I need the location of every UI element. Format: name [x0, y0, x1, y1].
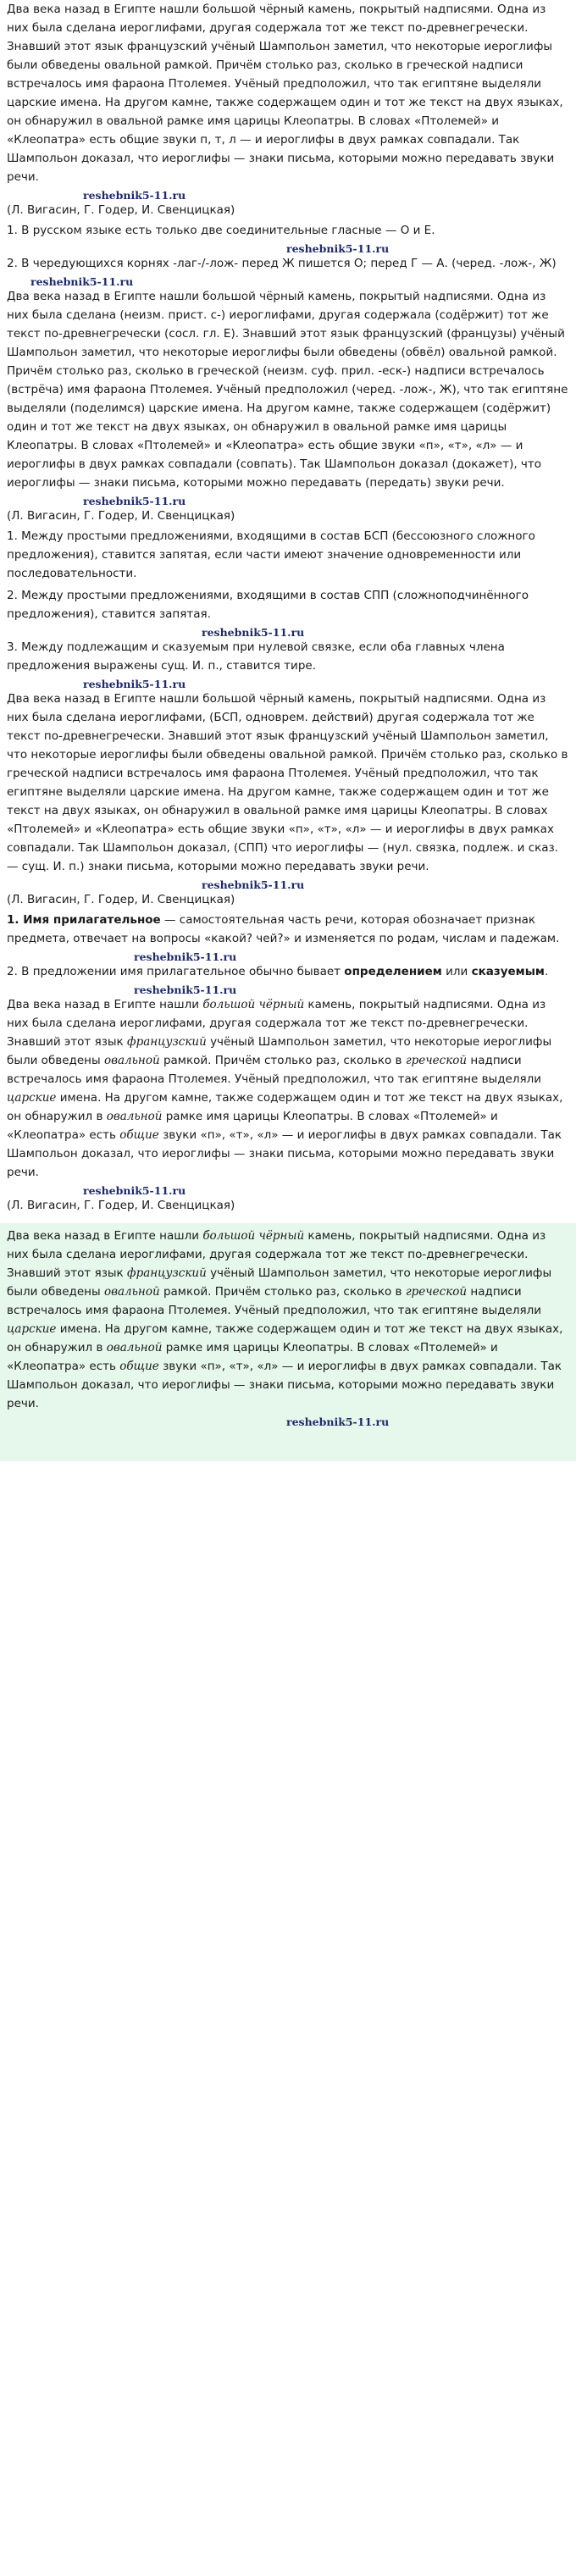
text-run: Два века назад в Египте нашли — [7, 998, 203, 1011]
passage-original: Два века назад в Египте нашли большой чёрный камень, покрытый надписями. Одна из них была сделана иероглифами, другая содержала тот же текст по-древнегречески. Знавший этот язык французский учёный Шампольон заметил, что некоторые иероглифы были обведены овальной рамкой. Причём столько раз, сколько в греческой надписи встречалось имя фараона Птолемея. Учёный предположил, что так египтяне выделяли царские имена. На другом камне, также содержащем один и тот же текст на двух языках, он обнаружил в овальной рамке имя царицы Клеопатры. В словах «Птолемей» и «Клеопатра» есть общие звуки п, т, л — и иероглифы в двух рамках совпадали. Так Шампольон доказал, что иероглифы — знаки письма, которыми можно передавать звуки речи. — [7, 3, 563, 184]
passage-orthography: Два века назад в Египте нашли большой чёрный камень, покрытый надписями. Одна из них была сделана (неизм. прист. с-) иероглифами, другая содержала (содёржит) тот же текст по-древнегречески (сосл. гл. Е). Знавший этот язык французский (французы) учёный Шампольон заметил, что некоторые иероглифы были обведены (обвёл) овальной рамкой. Причём столько раз, сколько в греческой (неизм. суф. прил. -еск-) надписи встречалось (встрёча) имя фараона Птолемея. Учёный предположил (черед. -лож-, Ж), что так египтяне выделяли (поделимся) царские имена. На другом камне, также содержащем (содёржит) один и тот же текст на двух языках, он обнаружил в овальной рамке имя царицы Клеопатры. В словах «Птолемей» и «Клеопатра» есть общие звуки «п», «т», «л» — и иероглифы в двух рамках совпадали (совпать). Так Шампольон доказал (докажет), что иероглифы — знаки письма, которыми можно передавать (передать) звуки речи. — [7, 290, 568, 490]
highlight-adjective: общие — [119, 1128, 159, 1142]
passage-author: (Л. Вигасин, Г. Годер, И. Свенцицкая) — [7, 893, 235, 906]
watermark: reshebnik5-11.ru — [202, 626, 305, 639]
passage-punctuation: Два века назад в Египте нашли большой чёрный камень, покрытый надписями. Одна из них была сделана иероглифами, (БСП, одноврем. действий) другая содержала тот же текст по-древнегречески. Знавший этот язык французский учёный Шампольон заметил, что некоторые иероглифы были обведены овальной рамкой. Причём столько раз, сколько в греческой надписи встречалось имя фараона Птолемея. Учёный предположил, что так египтяне выделяли царские имена. На другом камне, также содержащем один и тот же текст на двух языках, он обнаружил в овальной рамке имя царицы Клеопатры. В словах «Птолемей» и «Клеопатра» есть общие звуки «п», «т», «л» — и иероглифы в двух рамках совпадали. Так Шампольон доказал, (СПП) что иероглифы — (нул. связка, подлеж. и сказ. — сущ. И. п.) знаки письма, которыми можно передавать звуки речи. — [7, 692, 568, 873]
text-run: имена. На другом камне, также содержащем один и тот же текст на двух языках, он обнаружил в — [7, 1091, 563, 1123]
answer-1-vowels: 1. В русском языке есть только две соединительные гласные — О и Е. — [7, 224, 435, 237]
text-run: имена. На другом камне, также содержащем один и тот же текст на двух языках, он обнаружил в — [7, 1322, 563, 1354]
adjective-definition — [7, 911, 569, 948]
highlight-adjective: французский — [127, 1266, 207, 1280]
watermark: reshebnik5-11.ru — [286, 242, 390, 255]
highlight-adjective: царские — [7, 1322, 57, 1336]
highlight-adjective: греческой — [405, 1054, 468, 1067]
rule-3-dash: 3. Между подлежащим и сказуемым при нулевой связке, если оба главных члена предложения выражены сущ. И. п., ставится тире. — [7, 640, 505, 673]
text-run: рамкой. Причём столько раз, сколько в — [159, 1285, 406, 1299]
text-run: Два века назад в Египте нашли — [7, 1229, 203, 1243]
passage-author: (Л. Вигасин, Г. Годер, И. Свенцицкая) — [7, 203, 235, 217]
highlight-adjective: овальной — [103, 1054, 160, 1067]
adjective-role-mid: или — [441, 965, 472, 978]
text-run: учёный Шампольон заметил, что некоторые иероглифы были обведены — [7, 1266, 552, 1299]
adjective-term: 1. Имя прилагательное — [7, 913, 161, 927]
text-run: рамкой. Причём столько раз, сколько в — [159, 1054, 406, 1067]
passage-author: (Л. Вигасин, Г. Годер, И. Свенцицкая) — [7, 509, 235, 523]
highlight-adjective: царские — [7, 1091, 57, 1105]
term-attribute: определением — [344, 965, 442, 978]
text-run: звуки «п», «т», «л» — и иероглифы в двух рамках совпадали. Так Шампольон доказал, что иероглифы — знаки письма, которыми можно передавать звуки речи. — [7, 1360, 562, 1410]
watermark: reshebnik5-11.ru — [202, 878, 305, 891]
term-predicate: сказуемым — [471, 965, 545, 978]
watermark: reshebnik5-11.ru — [286, 1415, 390, 1428]
watermark: reshebnik5-11.ru — [83, 495, 186, 507]
passage-final — [7, 1227, 569, 1413]
answer-box — [0, 1223, 576, 1461]
watermark: reshebnik5-11.ru — [83, 1184, 186, 1197]
text-run: учёный Шампольон заметил, что некоторые иероглифы были обведены — [7, 1035, 552, 1067]
adjective-role-end: . — [544, 965, 549, 978]
adjective-definition-text: — самостоятельная часть речи, которая обозначает признак предмета, отвечает на вопросы «какой? чей?» и изменяется по родам, числам и падежам. — [7, 913, 560, 945]
highlight-adjective: общие — [119, 1360, 159, 1373]
highlight-adjective: греческой — [405, 1285, 468, 1299]
text-run: надписи встречалось имя фараона Птолемея. Учёный предположил, что так египтяне выделяли — [7, 1054, 542, 1086]
highlight-adjective: большой чёрный — [202, 998, 305, 1011]
text-run: рамке имя царицы Клеопатры. В словах «Птолемей» и «Клеопатра» есть — [7, 1110, 498, 1142]
rule-2-spp: 2. Между простыми предложениями, входящими в состав СПП (сложноподчинённого предложения), ставится запятая. — [7, 589, 529, 621]
highlight-adjective: французский — [127, 1035, 207, 1049]
watermark: reshebnik5-11.ru — [30, 275, 134, 288]
passage-adjectives — [7, 995, 569, 1182]
watermark: reshebnik5-11.ru — [134, 950, 237, 963]
adjective-role — [7, 962, 569, 981]
text-run: надписи встречалось имя фараона Птолемея. Учёный предположил, что так египтяне выделяли — [7, 1285, 542, 1317]
text-run: звуки «п», «т», «л» — и иероглифы в двух рамках совпадали. Так Шампольон доказал, что иероглифы — знаки письма, которыми можно передавать звуки речи. — [7, 1128, 562, 1179]
text-run: рамке имя царицы Клеопатры. В словах «Птолемей» и «Клеопатра» есть — [7, 1341, 498, 1373]
passage-author: (Л. Вигасин, Г. Годер, И. Свенцицкая) — [7, 1199, 235, 1212]
highlight-adjective: овальной — [106, 1110, 163, 1123]
watermark: reshebnik5-11.ru — [83, 678, 186, 690]
text-run: камень, покрытый надписями. Одна из них была сделана иероглифами, другая содержала тот же текст по-древнегречески. Знавший этот язык — [7, 998, 546, 1049]
adjective-role-pre: 2. В предложении имя прилагательное обычно бывает — [7, 965, 345, 978]
answer-2-roots: 2. В чередующихся корнях -лаг-/-лож- перед Ж пишется О; перед Г — А. (черед. -лож-, Ж) — [7, 257, 557, 270]
text-run: камень, покрытый надписями. Одна из них была сделана иероглифами, другая содержала тот же текст по-древнегречески. Знавший этот язык — [7, 1229, 546, 1280]
watermark: reshebnik5-11.ru — [134, 983, 237, 996]
watermark: reshebnik5-11.ru — [83, 189, 186, 202]
highlight-adjective: овальной — [103, 1285, 160, 1299]
highlight-adjective: овальной — [106, 1341, 163, 1354]
rule-1-bsp: 1. Между простыми предложениями, входящими в состав БСП (бессоюзного сложного предложения), ставится запятая, если части имеют значение одновременности или последовательности. — [7, 529, 535, 580]
highlight-adjective: большой чёрный — [202, 1229, 305, 1243]
